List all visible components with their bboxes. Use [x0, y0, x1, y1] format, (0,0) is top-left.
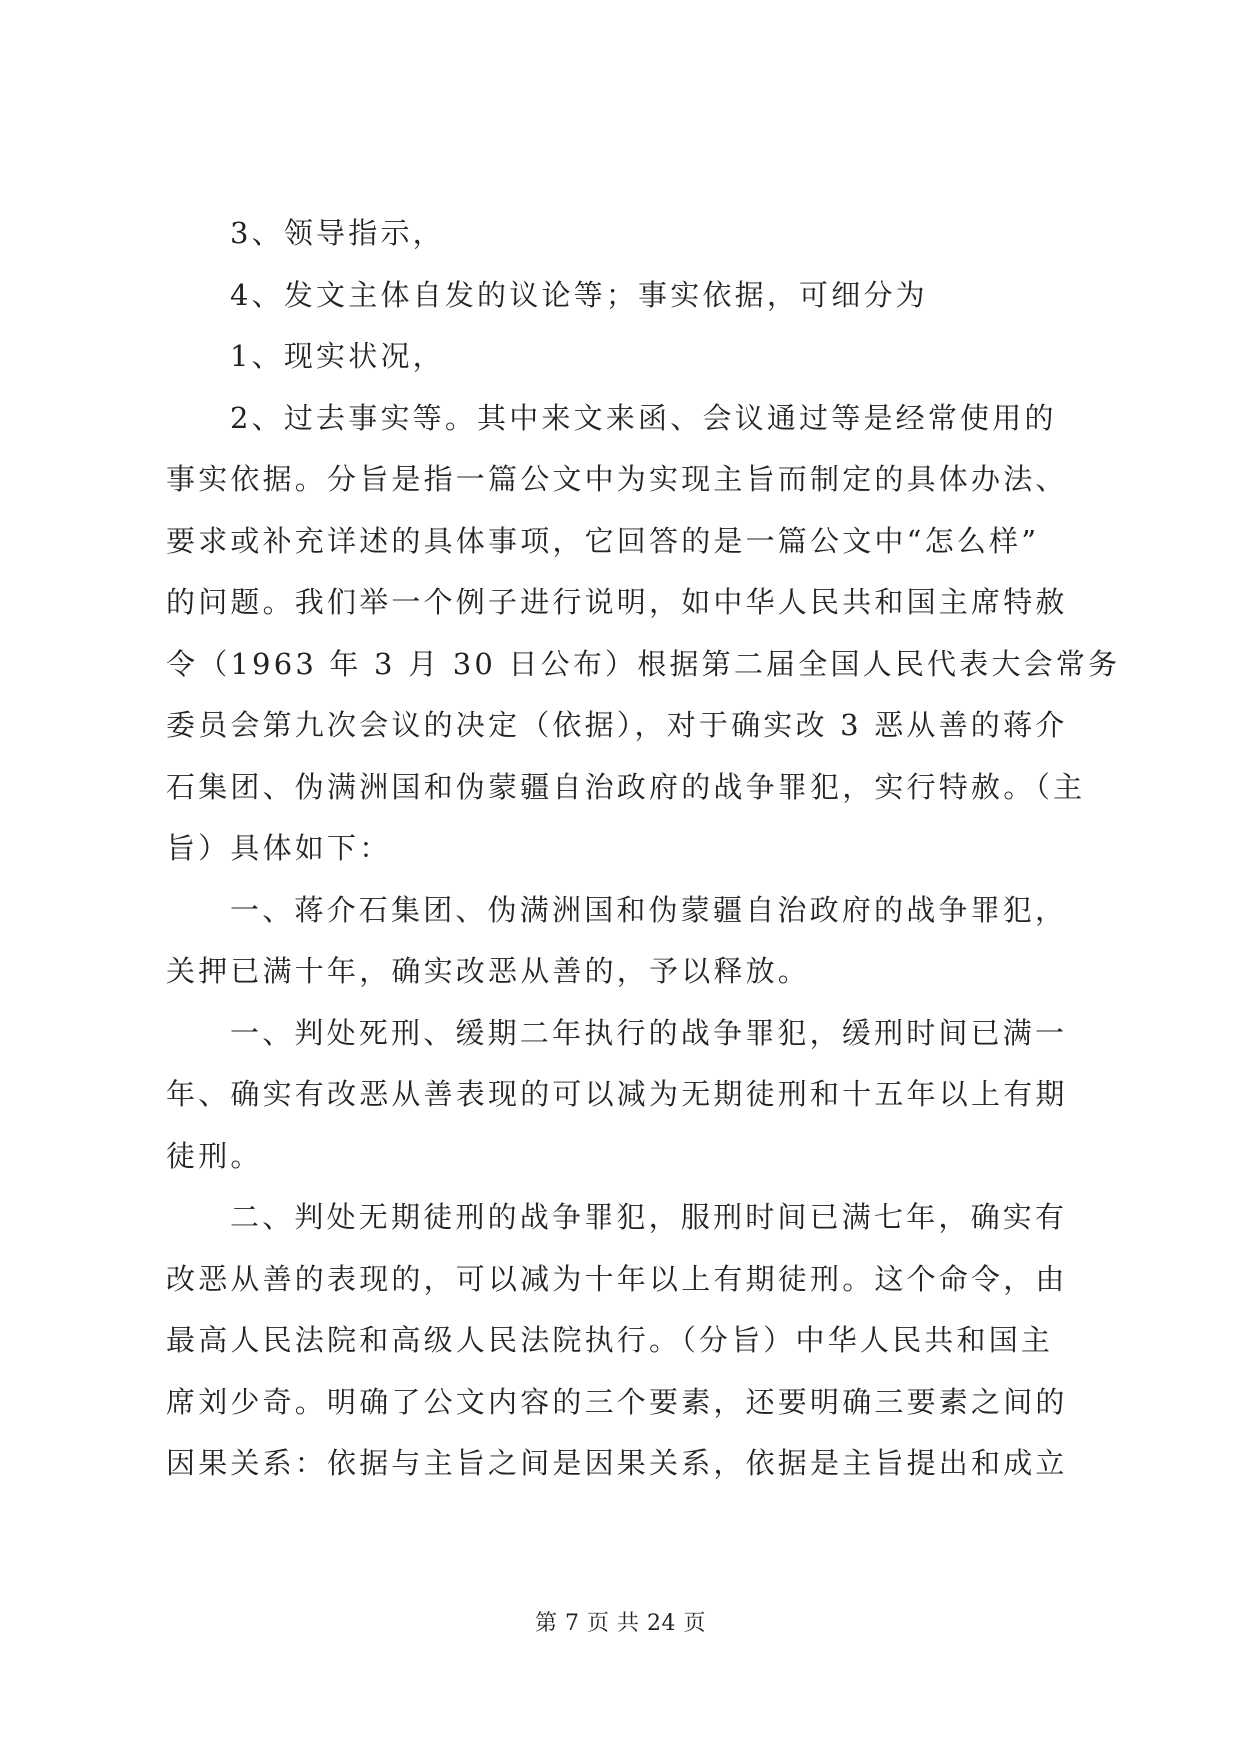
text-line: 因果关系：依据与主旨之间是因果关系，依据是主旨提出和成立	[166, 1446, 1068, 1480]
document-body	[166, 203, 1121, 1495]
text-line: 席刘少奇。明确了公文内容的三个要素，还要明确三要素之间的	[166, 1384, 1068, 1419]
text-line: 3、领导指示，	[230, 216, 445, 250]
text-line: 石集团、伪满洲国和伪蒙疆自治政府的战争罪犯，实行特赦。（主	[166, 769, 1086, 804]
text-line: 2、过去事实等。其中来文来函、会议通过等是经常使用的	[230, 400, 1057, 435]
text-line: 令（1963 年 3 月 30 日公布）根据第二届全国人民代表大会常务	[166, 646, 1121, 681]
text-line: 要求或补充详述的具体事项，它回答的是一篇公文中“怎么样”	[166, 523, 1040, 558]
text-line: 事实依据。分旨是指一篇公文中为实现主旨而制定的具体办法、	[166, 462, 1068, 496]
text-line: 二、判处无期徒刑的战争罪犯，服刑时间已满七年，确实有	[230, 1200, 1068, 1234]
text-line: 4、发文主体自发的议论等；事实依据，可细分为	[230, 277, 928, 312]
text-line: 改恶从善的表现的，可以减为十年以上有期徒刑。这个命令，由	[166, 1261, 1068, 1296]
text-line: 最高人民法院和高级人民法院执行。（分旨）中华人民共和国主	[166, 1323, 1054, 1357]
text-line: 徒刑。	[166, 1138, 263, 1173]
text-line: 委员会第九次会议的决定（依据），对于确实改 3 恶从善的蒋介	[166, 708, 1068, 742]
text-line: 一、判处死刑、缓期二年执行的战争罪犯，缓刑时间已满一	[230, 1015, 1068, 1050]
text-line: 1、现实状况，	[230, 339, 445, 373]
text-line: 的问题。我们举一个例子进行说明，如中华人民共和国主席特赦	[166, 585, 1068, 619]
text-line: 旨）具体如下：	[166, 831, 392, 865]
page-footer: 第 7 页 共 24 页	[535, 1611, 706, 1636]
text-line: 年、确实有改恶从善表现的可以减为无期徒刑和十五年以上有期	[166, 1077, 1068, 1111]
text-line: 一、蒋介石集团、伪满洲国和伪蒙疆自治政府的战争罪犯，	[230, 892, 1068, 927]
text-line: 关押已满十年，确实改恶从善的，予以释放。	[166, 954, 811, 988]
